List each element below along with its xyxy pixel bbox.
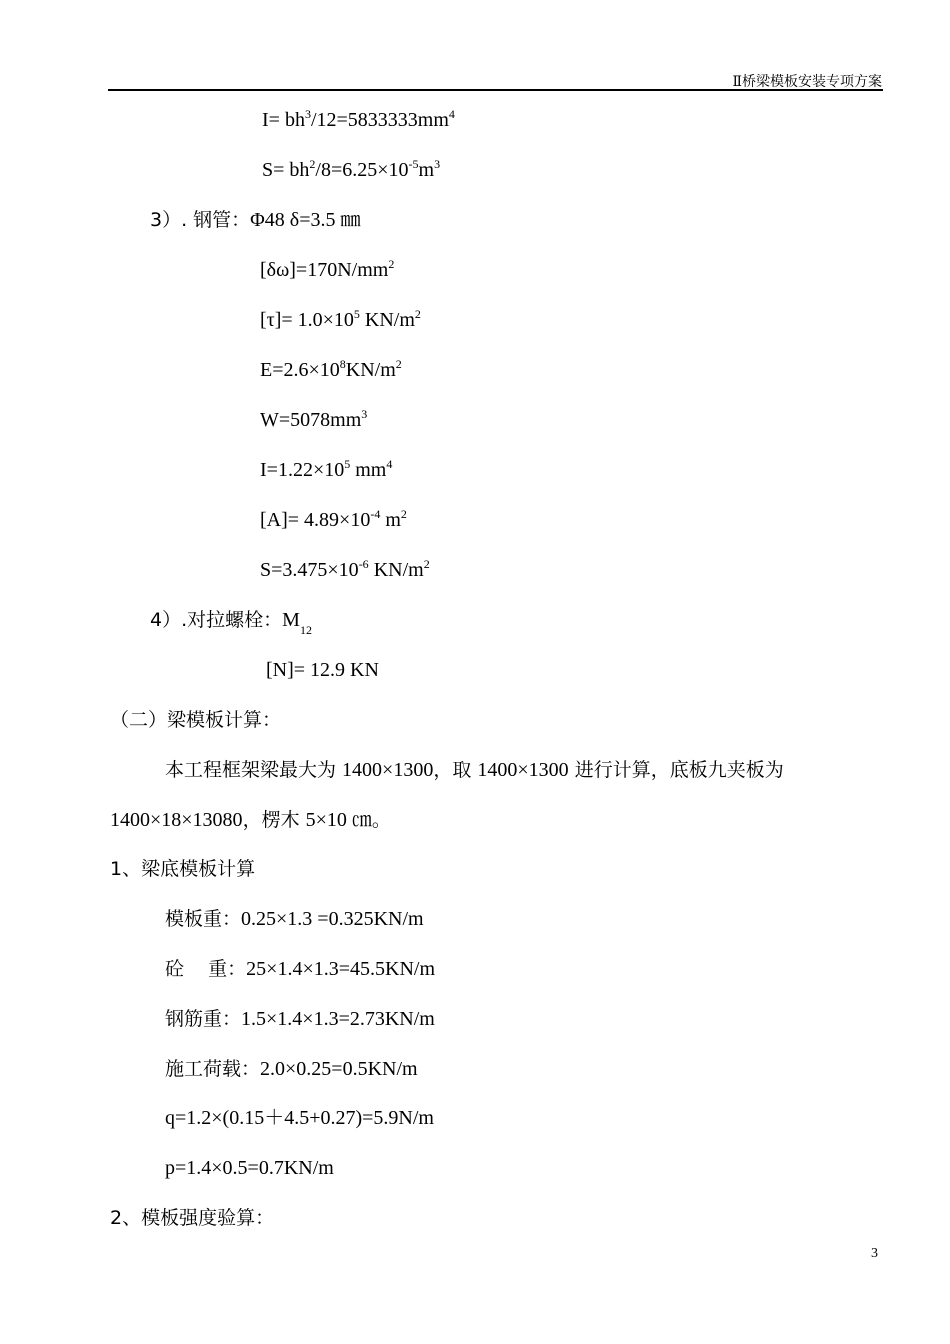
formula-inertia-pipe: [260, 458, 392, 482]
formula-q: [165, 1106, 434, 1130]
load-formwork-weight: [165, 907, 424, 931]
text-run: [A]= 4.89×10: [260, 509, 371, 531]
superscript: 4: [448, 107, 455, 121]
text-run: S=3.475×10: [260, 559, 359, 581]
text-run: I=1.22×10: [260, 459, 345, 481]
load-concrete-weight: [165, 957, 435, 981]
superscript: -6: [358, 557, 369, 571]
superscript: 3: [304, 107, 311, 121]
text-run: /8=6.25×10: [315, 159, 409, 181]
paragraph-line-1: [165, 758, 784, 782]
formula-shear-stress: [260, 308, 421, 332]
superscript: 5: [353, 307, 360, 321]
header-rule: [108, 89, 883, 91]
superscript: 2: [414, 307, 421, 321]
formula-bolt-capacity: [266, 658, 379, 682]
superscript: 2: [388, 257, 395, 271]
text-run: 1400×1300: [342, 759, 434, 781]
text-run: mm: [350, 459, 387, 481]
text-run: M: [282, 609, 300, 631]
text-run: W=5078mm: [260, 409, 362, 431]
text-run: 1.5×1.4×1.3=2.73KN/m: [241, 1008, 435, 1030]
text-run: 1400×18×13080: [110, 809, 243, 831]
formula-area: [260, 508, 407, 532]
text-run: 2.0×0.25=0.5KN/m: [260, 1058, 418, 1080]
formula-inertia-beam: [262, 108, 455, 132]
text-run: KN/m: [345, 359, 396, 381]
text-run: （二）梁模板计算：: [110, 709, 282, 731]
superscript: -4: [370, 507, 381, 521]
text-run: Φ48 δ=3.5 ㎜: [250, 209, 361, 231]
text-run: KN/m: [368, 559, 424, 581]
subscript: 12: [299, 623, 312, 637]
text-run: [N]= 12.9 KN: [266, 659, 379, 681]
text-run: q=1.2×(0.15＋4.5+0.27)=5.9N/m: [165, 1107, 434, 1129]
text-run: 砼 重：: [165, 958, 247, 980]
formula-elastic-modulus: [260, 358, 402, 382]
text-run: E=2.6×10: [260, 359, 340, 381]
section-heading-beam-formwork: [110, 708, 281, 732]
text-run: 。: [371, 809, 391, 831]
text-run: ，取: [433, 759, 478, 781]
text-run: S= bh: [262, 159, 310, 181]
superscript: 3: [361, 407, 368, 421]
heading-steel-pipe: [150, 208, 361, 232]
superscript: 2: [400, 507, 407, 521]
text-run: 1400×1300: [477, 759, 569, 781]
text-run: p=1.4×0.5=0.7KN/m: [165, 1157, 334, 1179]
text-run: 模板重：: [165, 908, 242, 930]
load-construction: [165, 1057, 418, 1081]
text-run: [δω]=170N/mm: [260, 259, 389, 281]
text-run: 4）.对拉螺栓：: [150, 609, 283, 631]
text-run: [τ]= 1.0×10: [260, 309, 354, 331]
text-run: 钢筋重：: [165, 1008, 242, 1030]
superscript: 8: [339, 357, 346, 371]
text-run: m: [418, 159, 435, 181]
text-run: 1、梁底模板计算: [110, 858, 256, 880]
subheading-strength-check: [110, 1206, 274, 1230]
superscript: -5: [408, 157, 419, 171]
superscript: 2: [423, 557, 430, 571]
heading-tie-bolt: [150, 608, 312, 637]
text-run: 5×10 ㎝: [305, 809, 372, 831]
text-run: 3）. 钢管：: [150, 209, 251, 231]
text-run: 25×1.4×1.3=45.5KN/m: [246, 958, 436, 980]
superscript: 3: [434, 157, 441, 171]
text-run: 本工程框架梁最大为: [165, 759, 343, 781]
text-run: m: [380, 509, 401, 531]
text-run: ，楞木: [242, 809, 306, 831]
load-rebar-weight: [165, 1007, 435, 1031]
formula-s-pipe: [260, 558, 430, 582]
page-number: 3: [871, 1246, 878, 1261]
formula-allowable-stress: [260, 258, 394, 282]
superscript: 2: [395, 357, 402, 371]
text-run: 2、模板强度验算：: [110, 1207, 275, 1229]
text-run: 进行计算，底板九夹板为: [568, 759, 784, 781]
formula-section-modulus-beam: [262, 158, 440, 182]
superscript: 2: [309, 157, 316, 171]
text-run: /12=5833333mm: [310, 109, 449, 131]
text-run: 施工荷载：: [165, 1058, 261, 1080]
subheading-beam-bottom: [110, 857, 255, 881]
formula-p: [165, 1156, 334, 1180]
superscript: 4: [386, 457, 393, 471]
running-header: Ⅱ桥梁模板安装专项方案: [732, 75, 882, 90]
text-run: I= bh: [262, 109, 305, 131]
formula-section-modulus-pipe: [260, 408, 367, 432]
superscript: 5: [344, 457, 351, 471]
text-run: 0.25×1.3 =0.325KN/m: [241, 908, 424, 930]
paragraph-line-2: [110, 808, 391, 832]
text-run: KN/m: [359, 309, 415, 331]
